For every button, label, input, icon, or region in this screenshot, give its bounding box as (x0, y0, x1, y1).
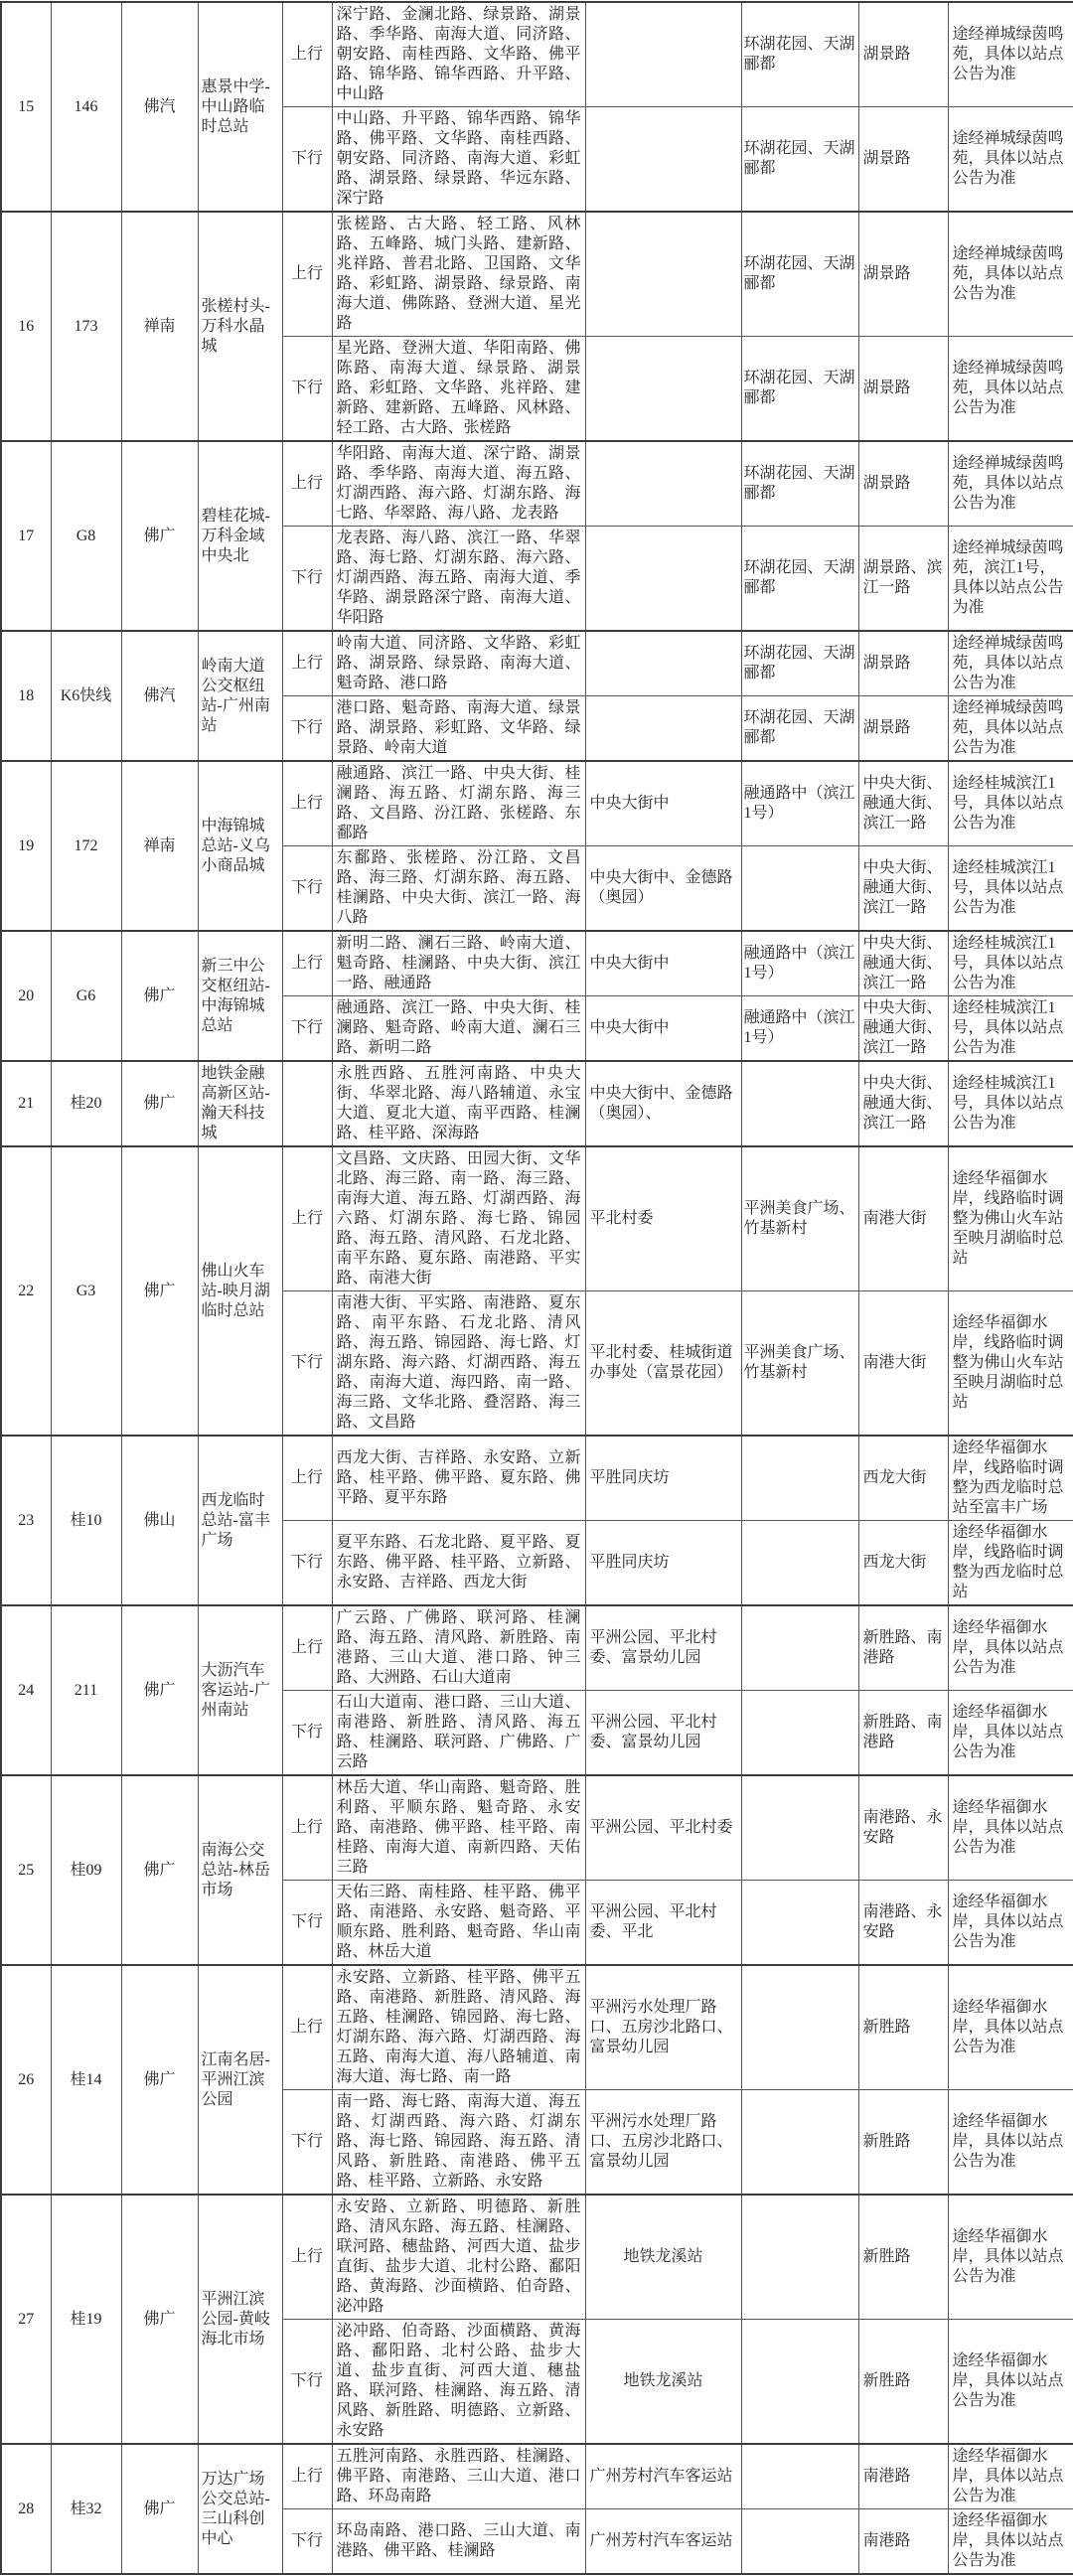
cell-direction: 下行 (282, 1691, 332, 1776)
cell-affected-stops (585, 527, 741, 632)
cell-affected-stops: 平洲公园、平北村委 (585, 1775, 741, 1881)
cell-seq-number: 23 (1, 1436, 51, 1605)
cell-operator: 佛广 (121, 1775, 198, 1965)
cell-station-area: 环湖花园、天湖郦都 (741, 2, 858, 107)
cell-station-area (741, 1436, 858, 1521)
cell-affected-road: 西龙大街 (858, 1521, 948, 1606)
cell-affected-road: 中央大街、融通大街、滨江一路 (858, 996, 948, 1062)
cell-route-name: 新三中公交枢纽站-中海锦城总站 (198, 931, 282, 1061)
cell-affected-stops: 中央大街中、金德路（奥园）、 (585, 1061, 741, 1146)
cell-route-number: 桂14 (51, 1965, 121, 2195)
cell-remark: 途经华福御水岸，具体以站点公告为准 (948, 1605, 1073, 1691)
cell-via-roads: 中山路、升平路、锦华西路、锦华路、佛平路、文华路、南桂西路、朝安路、同济路、南海大道、彩虹路、湖景路、绿景路、华远东路、深宁路 (332, 107, 585, 213)
cell-remark: 途经禅城绿茵鸣苑，具体以站点公告为准 (948, 2, 1073, 107)
cell-remark: 途经禅城绿茵鸣苑，具体以站点公告为准 (948, 441, 1073, 527)
cell-direction: 下行 (282, 337, 332, 442)
cell-operator: 佛汽 (121, 631, 198, 761)
cell-seq-number: 16 (1, 212, 51, 441)
cell-direction: 上行 (282, 931, 332, 996)
cell-route-number: G6 (51, 931, 121, 1061)
cell-affected-stops: 平洲公园、平北村委、富景幼儿园 (585, 1605, 741, 1691)
cell-remark: 途经禅城绿茵鸣苑，具体以站点公告为准 (948, 107, 1073, 213)
cell-station-area: 融通路中（滨江1号） (741, 931, 858, 996)
cell-route-number: G3 (51, 1146, 121, 1436)
cell-affected-road: 新胜路 (858, 2320, 948, 2445)
cell-affected-stops: 平洲公园、平北村委、平北 (585, 1881, 741, 1966)
cell-direction: 下行 (282, 527, 332, 632)
table-row (1, 1146, 1073, 1291)
cell-operator: 佛广 (121, 931, 198, 1061)
cell-remark: 途经华福御水岸，具体以站点公告为准 (948, 2090, 1073, 2196)
cell-direction: 下行 (282, 2320, 332, 2445)
cell-direction: 上行 (282, 2195, 332, 2320)
cell-remark: 途经华福御水岸，具体以站点公告为准 (948, 1881, 1073, 1966)
cell-via-roads: 环岛南路、港口路、三山大道、南港路、佛平路、桂澜路 (332, 2509, 585, 2575)
cell-station-area (741, 1881, 858, 1966)
cell-affected-stops: 广州芳村汽车客运站 (585, 2509, 741, 2575)
cell-station-area: 融通路中（滨江1号） (741, 996, 858, 1062)
cell-route-name: 西龙临时总站-富丰广场 (198, 1436, 282, 1605)
cell-route-name: 中海锦城总站-义乌小商品城 (198, 761, 282, 931)
bus-routes-document (0, 1, 1073, 2575)
table-row (1, 931, 1073, 996)
cell-affected-stops (585, 107, 741, 213)
cell-route-name: 南海公交总站-林岳市场 (198, 1775, 282, 1965)
cell-station-area: 平洲美食广场、竹基新村 (741, 1291, 858, 1437)
cell-direction: 上行 (282, 212, 332, 337)
table-row (1, 1775, 1073, 1881)
cell-direction: 上行 (282, 1965, 332, 2090)
cell-route-number: 桂09 (51, 1775, 121, 1965)
table-row (1, 2195, 1073, 2320)
cell-direction: 上行 (282, 2444, 332, 2509)
cell-via-roads: 融通路、滨江一路、中央大街、桂澜路、魁奇路、岭南大道、澜石三路、新明二路 (332, 996, 585, 1062)
cell-affected-stops (585, 2, 741, 107)
cell-station-area: 环湖花园、天湖郦都 (741, 212, 858, 337)
cell-station-area (741, 2090, 858, 2196)
cell-operator: 佛广 (121, 1061, 198, 1146)
cell-via-roads: 岭南大道、同济路、文华路、彩虹路、湖景路、绿景路、南海大道、魁奇路、港口路 (332, 631, 585, 696)
cell-affected-stops: 地铁龙溪站 (585, 2320, 741, 2445)
cell-affected-stops: 中央大街中 (585, 761, 741, 846)
cell-station-area: 环湖花园、天湖郦都 (741, 107, 858, 213)
cell-route-number: 172 (51, 761, 121, 931)
cell-affected-stops: 中央大街中、金德路（奥园） (585, 846, 741, 932)
cell-station-area: 环湖花园、天湖郦都 (741, 696, 858, 762)
cell-route-name: 惠景中学-中山路临时总站 (198, 2, 282, 212)
cell-affected-road: 中央大街、融通大街、滨江一路 (858, 931, 948, 996)
table-body (1, 2, 1073, 2574)
cell-affected-road: 湖景路 (858, 696, 948, 762)
cell-station-area (741, 2195, 858, 2320)
cell-affected-road: 南港大街 (858, 1291, 948, 1437)
cell-via-roads: 张槎路、古大路、轻工路、风林路、五峰路、城门头路、建新路、兆祥路、普君北路、卫国路、文华路、彩虹路、湖景路、绿景路、南海大道、佛陈路、登洲大道、星光路 (332, 212, 585, 337)
cell-via-roads: 石山大道南、港口路、三山大道、南港路、新胜路、清风路、海五路、桂澜路、联河路、广佛路、广云路 (332, 1691, 585, 1776)
cell-seq-number: 18 (1, 631, 51, 761)
cell-remark: 途经华福御水岸，线路临时调整为西龙临时总站至富丰广场 (948, 1436, 1073, 1521)
table-row (1, 441, 1073, 527)
cell-route-number: 桂19 (51, 2195, 121, 2444)
cell-direction: 上行 (282, 761, 332, 846)
cell-remark: 途经华福御水岸，具体以站点公告为准 (948, 2444, 1073, 2509)
cell-via-roads: 南港大街、平实路、南港路、夏东路、南平东路、石龙北路、清风路、海五路、锦园路、海七路、灯湖东路、海六路、灯湖西路、海五路、南海大道、海四路、南一路、海三路、文华北路、叠滘路、海三路、文昌路 (332, 1291, 585, 1437)
cell-affected-stops: 中央大街中 (585, 931, 741, 996)
cell-affected-stops: 中央大街中 (585, 996, 741, 1062)
cell-affected-stops: 平北村委 (585, 1146, 741, 1291)
cell-via-roads: 永安路、立新路、桂平路、佛平五路、南港路、新胜路、清风路、海五路、桂澜路、锦园路、海七路、灯湖东路、海六路、灯湖西路、海五路、南海大道、海八路辅道、南海大道、海七路、南一路 (332, 1965, 585, 2090)
cell-affected-stops: 平胜同庆坊 (585, 1436, 741, 1521)
cell-station-area (741, 1965, 858, 2090)
cell-via-roads: 华阳路、南海大道、深宁路、湖景路、季华路、南海大道、海五路、灯湖西路、海六路、灯湖东路、海七路、华翠路、海八路、龙表路 (332, 441, 585, 527)
cell-affected-road: 新胜路 (858, 2195, 948, 2320)
cell-operator: 佛广 (121, 2195, 198, 2444)
cell-seq-number: 24 (1, 1605, 51, 1775)
cell-via-roads: 五胜河南路、永胜西路、桂澜路、佛平路、南港路、三山大道、港口路、环岛南路 (332, 2444, 585, 2509)
cell-remark: 途经华福御水岸，具体以站点公告为准 (948, 2320, 1073, 2445)
cell-remark: 途经桂城滨江1号，具体以站点公告为准 (948, 1061, 1073, 1146)
cell-operator: 佛广 (121, 1605, 198, 1775)
cell-remark: 途经华福御水岸，线路临时调整为佛山火车站至映月湖临时总站 (948, 1146, 1073, 1291)
cell-route-number: 173 (51, 212, 121, 441)
cell-affected-stops (585, 212, 741, 337)
cell-station-area (741, 2444, 858, 2509)
table-row (1, 1605, 1073, 1691)
cell-station-area (741, 1691, 858, 1776)
cell-operator: 禅南 (121, 761, 198, 931)
cell-affected-stops: 地铁龙溪站 (585, 2195, 741, 2320)
cell-via-roads: 融通路、滨江一路、中央大街、桂澜路、海五路、灯湖东路、海三路、文昌路、汾江路、张槎路、东鄱路 (332, 761, 585, 846)
cell-route-name: 大沥汽车客运站-广州南站 (198, 1605, 282, 1775)
cell-seq-number: 27 (1, 2195, 51, 2444)
table-row (1, 1436, 1073, 1521)
cell-direction: 下行 (282, 107, 332, 213)
cell-direction: 上行 (282, 1605, 332, 1691)
cell-route-number: 211 (51, 1605, 121, 1775)
cell-via-roads: 南一路、海七路、南海大道、海五路、灯湖西路、海六路、灯湖东路、海七路、锦园路、海五路、清风路、新胜路、南港路、佛平五路、桂平路、立新路、永安路 (332, 2090, 585, 2196)
cell-via-roads: 泌冲路、伯奇路、沙面横路、黄海路、鄱阳路、北村公路、盐步大道、盐步直街、河西大道、穗盐路、联河路、桂澜路、海五路、清风路、新胜路、明德路、立新路、永安路 (332, 2320, 585, 2445)
cell-affected-road: 新胜路、南港路 (858, 1605, 948, 1691)
cell-remark: 途经禅城绿茵鸣苑，具体以站点公告为准 (948, 337, 1073, 442)
cell-direction: 上行 (282, 1146, 332, 1291)
table-row (1, 1061, 1073, 1146)
cell-affected-road: 南港路、永安路 (858, 1775, 948, 1881)
cell-affected-road: 湖景路 (858, 107, 948, 213)
cell-seq-number: 21 (1, 1061, 51, 1146)
cell-route-name: 佛山火车站-映月湖临时总站 (198, 1146, 282, 1436)
cell-direction (282, 1061, 332, 1146)
cell-remark: 途经禅城绿茵鸣苑，具体以站点公告为准 (948, 696, 1073, 762)
cell-remark: 途经桂城滨江1号，具体以站点公告为准 (948, 996, 1073, 1062)
cell-station-area (741, 1521, 858, 1606)
cell-via-roads: 新明二路、澜石三路、岭南大道、魁奇路、桂澜路、中央大街、滨江一路、融通路 (332, 931, 585, 996)
cell-station-area: 平洲美食广场、竹基新村 (741, 1146, 858, 1291)
cell-direction: 下行 (282, 996, 332, 1062)
cell-remark: 途经禅城绿茵鸣苑，具体以站点公告为准 (948, 212, 1073, 337)
cell-operator: 佛山 (121, 1436, 198, 1605)
cell-station-area (741, 1605, 858, 1691)
cell-affected-road: 南港路 (858, 2509, 948, 2575)
cell-remark: 途经禅城绿茵鸣苑，具体以站点公告为准 (948, 631, 1073, 696)
cell-via-roads: 夏平东路、石龙北路、夏平路、夏东路、佛平路、桂平路、立新路、永安路、吉祥路、西龙大街 (332, 1521, 585, 1606)
cell-seq-number: 15 (1, 2, 51, 212)
cell-direction: 下行 (282, 696, 332, 762)
cell-affected-road: 南港大街 (858, 1146, 948, 1291)
cell-route-number: 桂10 (51, 1436, 121, 1605)
cell-affected-road: 中央大街、融通大街、滨江一路 (858, 1061, 948, 1146)
cell-station-area: 环湖花园、天湖郦都 (741, 631, 858, 696)
cell-direction: 下行 (282, 846, 332, 932)
cell-route-name: 江南名居-平洲江滨公园 (198, 1965, 282, 2195)
table-row (1, 212, 1073, 337)
cell-affected-stops (585, 337, 741, 442)
cell-direction: 下行 (282, 2509, 332, 2575)
cell-direction: 上行 (282, 1436, 332, 1521)
cell-remark: 途经桂城滨江1号，具体以站点公告为准 (948, 846, 1073, 932)
cell-via-roads: 天佑三路、南桂路、桂平路、佛平路、南港路、永安路、魁奇路、平顺东路、胜利路、魁奇路、华山南路、林岳大道 (332, 1881, 585, 1966)
cell-route-name: 碧桂花城-万科金域中央北 (198, 441, 282, 631)
cell-operator: 佛广 (121, 2444, 198, 2574)
cell-station-area (741, 2320, 858, 2445)
cell-affected-road: 湖景路 (858, 212, 948, 337)
cell-direction: 下行 (282, 1521, 332, 1606)
cell-seq-number: 17 (1, 441, 51, 631)
cell-direction: 上行 (282, 1775, 332, 1881)
table-row (1, 1965, 1073, 2090)
cell-affected-road: 中央大街、融通大街、滨江一路 (858, 846, 948, 932)
cell-remark: 途经禅城绿茵鸣苑，滨江1号，具体以站点公告为准 (948, 527, 1073, 632)
cell-affected-road: 湖景路 (858, 337, 948, 442)
bus-route-table (0, 1, 1073, 2575)
cell-affected-road: 湖景路、滨江一路 (858, 527, 948, 632)
cell-route-name: 岭南大道公交枢纽站-广州南站 (198, 631, 282, 761)
cell-via-roads: 永胜西路、五胜河南路、中央大街、华翠北路、海八路辅道、永宝大道、夏北大道、南平西路、桂澜路、桂平路、深海路 (332, 1061, 585, 1146)
cell-seq-number: 22 (1, 1146, 51, 1436)
cell-route-number: 146 (51, 2, 121, 212)
cell-remark: 途经华福御水岸，具体以站点公告为准 (948, 1691, 1073, 1776)
cell-seq-number: 28 (1, 2444, 51, 2574)
cell-direction: 上行 (282, 631, 332, 696)
cell-route-number: 桂20 (51, 1061, 121, 1146)
cell-station-area (741, 846, 858, 932)
cell-remark: 途经桂城滨江1号，具体以站点公告为准 (948, 931, 1073, 996)
cell-operator: 佛广 (121, 441, 198, 631)
cell-via-roads: 广云路、广佛路、联河路、桂澜路、海五路、清风路、新胜路、南港路、三山大道、港口路、钟三路、大洲路、石山大道南 (332, 1605, 585, 1691)
cell-remark: 途经桂城滨江1号，具体以站点公告为准 (948, 761, 1073, 846)
cell-remark: 途经华福御水岸，线路临时调整为佛山火车站至映月湖临时总站 (948, 1291, 1073, 1437)
cell-affected-stops: 平北村委、桂城街道办事处（富景花园） (585, 1291, 741, 1437)
cell-route-number: 桂32 (51, 2444, 121, 2574)
cell-seq-number: 26 (1, 1965, 51, 2195)
table-row (1, 2, 1073, 107)
cell-affected-road: 中央大街、融通大街、滨江一路 (858, 761, 948, 846)
cell-affected-road: 湖景路 (858, 2, 948, 107)
table-row (1, 761, 1073, 846)
cell-operator: 佛广 (121, 1146, 198, 1436)
cell-station-area: 融通路中（滨江1号） (741, 761, 858, 846)
cell-affected-stops: 广州芳村汽车客运站 (585, 2444, 741, 2509)
cell-affected-stops (585, 441, 741, 527)
cell-affected-stops (585, 631, 741, 696)
cell-affected-stops: 平胜同庆坊 (585, 1521, 741, 1606)
table-row (1, 631, 1073, 696)
cell-via-roads: 深宁路、金澜北路、绿景路、湖景路、季华路、南海大道、同济路、朝安路、南桂西路、文华路、佛平路、锦华路、锦华西路、升平路、中山路 (332, 2, 585, 107)
cell-station-area (741, 1775, 858, 1881)
cell-affected-road: 湖景路 (858, 631, 948, 696)
cell-remark: 途经华福御水岸，具体以站点公告为准 (948, 1965, 1073, 2090)
cell-station-area: 环湖花园、天湖郦都 (741, 441, 858, 527)
cell-via-roads: 东鄱路、张槎路、汾江路、文昌路、海三路、灯湖东路、海五路、桂澜路、中央大街、滨江一路、海八路 (332, 846, 585, 932)
cell-station-area (741, 1061, 858, 1146)
cell-seq-number: 25 (1, 1775, 51, 1965)
table-row (1, 2444, 1073, 2509)
cell-route-name: 平洲江滨公园-黄岐海北市场 (198, 2195, 282, 2444)
cell-via-roads: 星光路、登洲大道、华阳南路、佛陈路、南海大道、绿景路、湖景路、彩虹路、文华路、兆祥路、建新路、建新路、五峰路、风林路、轻工路、古大路、张槎路 (332, 337, 585, 442)
cell-affected-road: 新胜路 (858, 2090, 948, 2196)
cell-station-area: 环湖花园、天湖郦都 (741, 527, 858, 632)
cell-affected-stops (585, 696, 741, 762)
cell-affected-road: 南港路 (858, 2444, 948, 2509)
cell-direction: 上行 (282, 2, 332, 107)
cell-remark: 途经华福御水岸，具体以站点公告为准 (948, 2509, 1073, 2575)
cell-direction: 上行 (282, 441, 332, 527)
cell-route-number: K6快线 (51, 631, 121, 761)
cell-via-roads: 林岳大道、华山南路、魁奇路、胜利路、平顺东路、魁奇路、永安路、南港路、佛平路、桂平路、南桂路、南海大道、南新四路、天佑三路 (332, 1775, 585, 1881)
cell-remark: 途经华福御水岸，具体以站点公告为准 (948, 1775, 1073, 1881)
cell-seq-number: 20 (1, 931, 51, 1061)
cell-direction: 下行 (282, 2090, 332, 2196)
cell-remark: 途经华福御水岸，具体以站点公告为准 (948, 2195, 1073, 2320)
cell-affected-road: 新胜路、南港路 (858, 1691, 948, 1776)
cell-route-name: 张槎村头-万科水晶城 (198, 212, 282, 441)
cell-seq-number: 19 (1, 761, 51, 931)
cell-affected-stops: 平洲污水处理厂路口、五房沙北路口、富景幼儿园 (585, 1965, 741, 2090)
cell-route-number: G8 (51, 441, 121, 631)
cell-via-roads: 龙表路、海八路、滨江一路、华翠路、海七路、灯湖东路、海六路、灯湖西路、海五路、南海大道、季华路、湖景路深宁路、南海大道、华阳路 (332, 527, 585, 632)
cell-affected-road: 湖景路 (858, 441, 948, 527)
cell-operator: 佛广 (121, 1965, 198, 2195)
cell-affected-road: 西龙大街 (858, 1436, 948, 1521)
cell-station-area: 环湖花园、天湖郦都 (741, 337, 858, 442)
cell-via-roads: 文昌路、文庆路、田园大街、文华北路、海三路、南一路、海三路、南海大道、海五路、灯湖西路、海六路、灯湖东路、海七路、锦园路、海五路、清风路、石龙北路、南平东路、夏东路、南港路、平实路、南港大街 (332, 1146, 585, 1291)
cell-operator: 禅南 (121, 212, 198, 441)
cell-direction: 下行 (282, 1291, 332, 1437)
cell-route-name: 地铁金融高新区站-瀚天科技城 (198, 1061, 282, 1146)
cell-affected-stops: 平洲污水处理厂路口、五房沙北路口、富景幼儿园 (585, 2090, 741, 2196)
cell-via-roads: 西龙大街、吉祥路、永安路、立新路、桂平路、佛平路、夏东路、佛平路、夏平东路 (332, 1436, 585, 1521)
cell-affected-stops: 平洲公园、平北村委、富景幼儿园 (585, 1691, 741, 1776)
cell-affected-road: 新胜路 (858, 1965, 948, 2090)
cell-direction: 下行 (282, 1881, 332, 1966)
cell-route-name: 万达广场公交总站-三山科创中心 (198, 2444, 282, 2574)
cell-station-area (741, 2509, 858, 2575)
cell-via-roads: 港口路、魁奇路、南海大道、绿景路、湖景路、彩虹路、文华路、绿景路、岭南大道 (332, 696, 585, 762)
cell-operator: 佛汽 (121, 2, 198, 212)
cell-remark: 途经华福御水岸，线路临时调整为西龙临时总站 (948, 1521, 1073, 1606)
cell-via-roads: 永安路、立新路、明德路、新胜路、清风东路、海五路、桂澜路、联河路、穗盐路、河西大道、盐步直街、盐步大道、北村公路、鄱阳路、黄海路、沙面横路、伯奇路、泌冲路 (332, 2195, 585, 2320)
cell-affected-road: 南港路、永安路 (858, 1881, 948, 1966)
